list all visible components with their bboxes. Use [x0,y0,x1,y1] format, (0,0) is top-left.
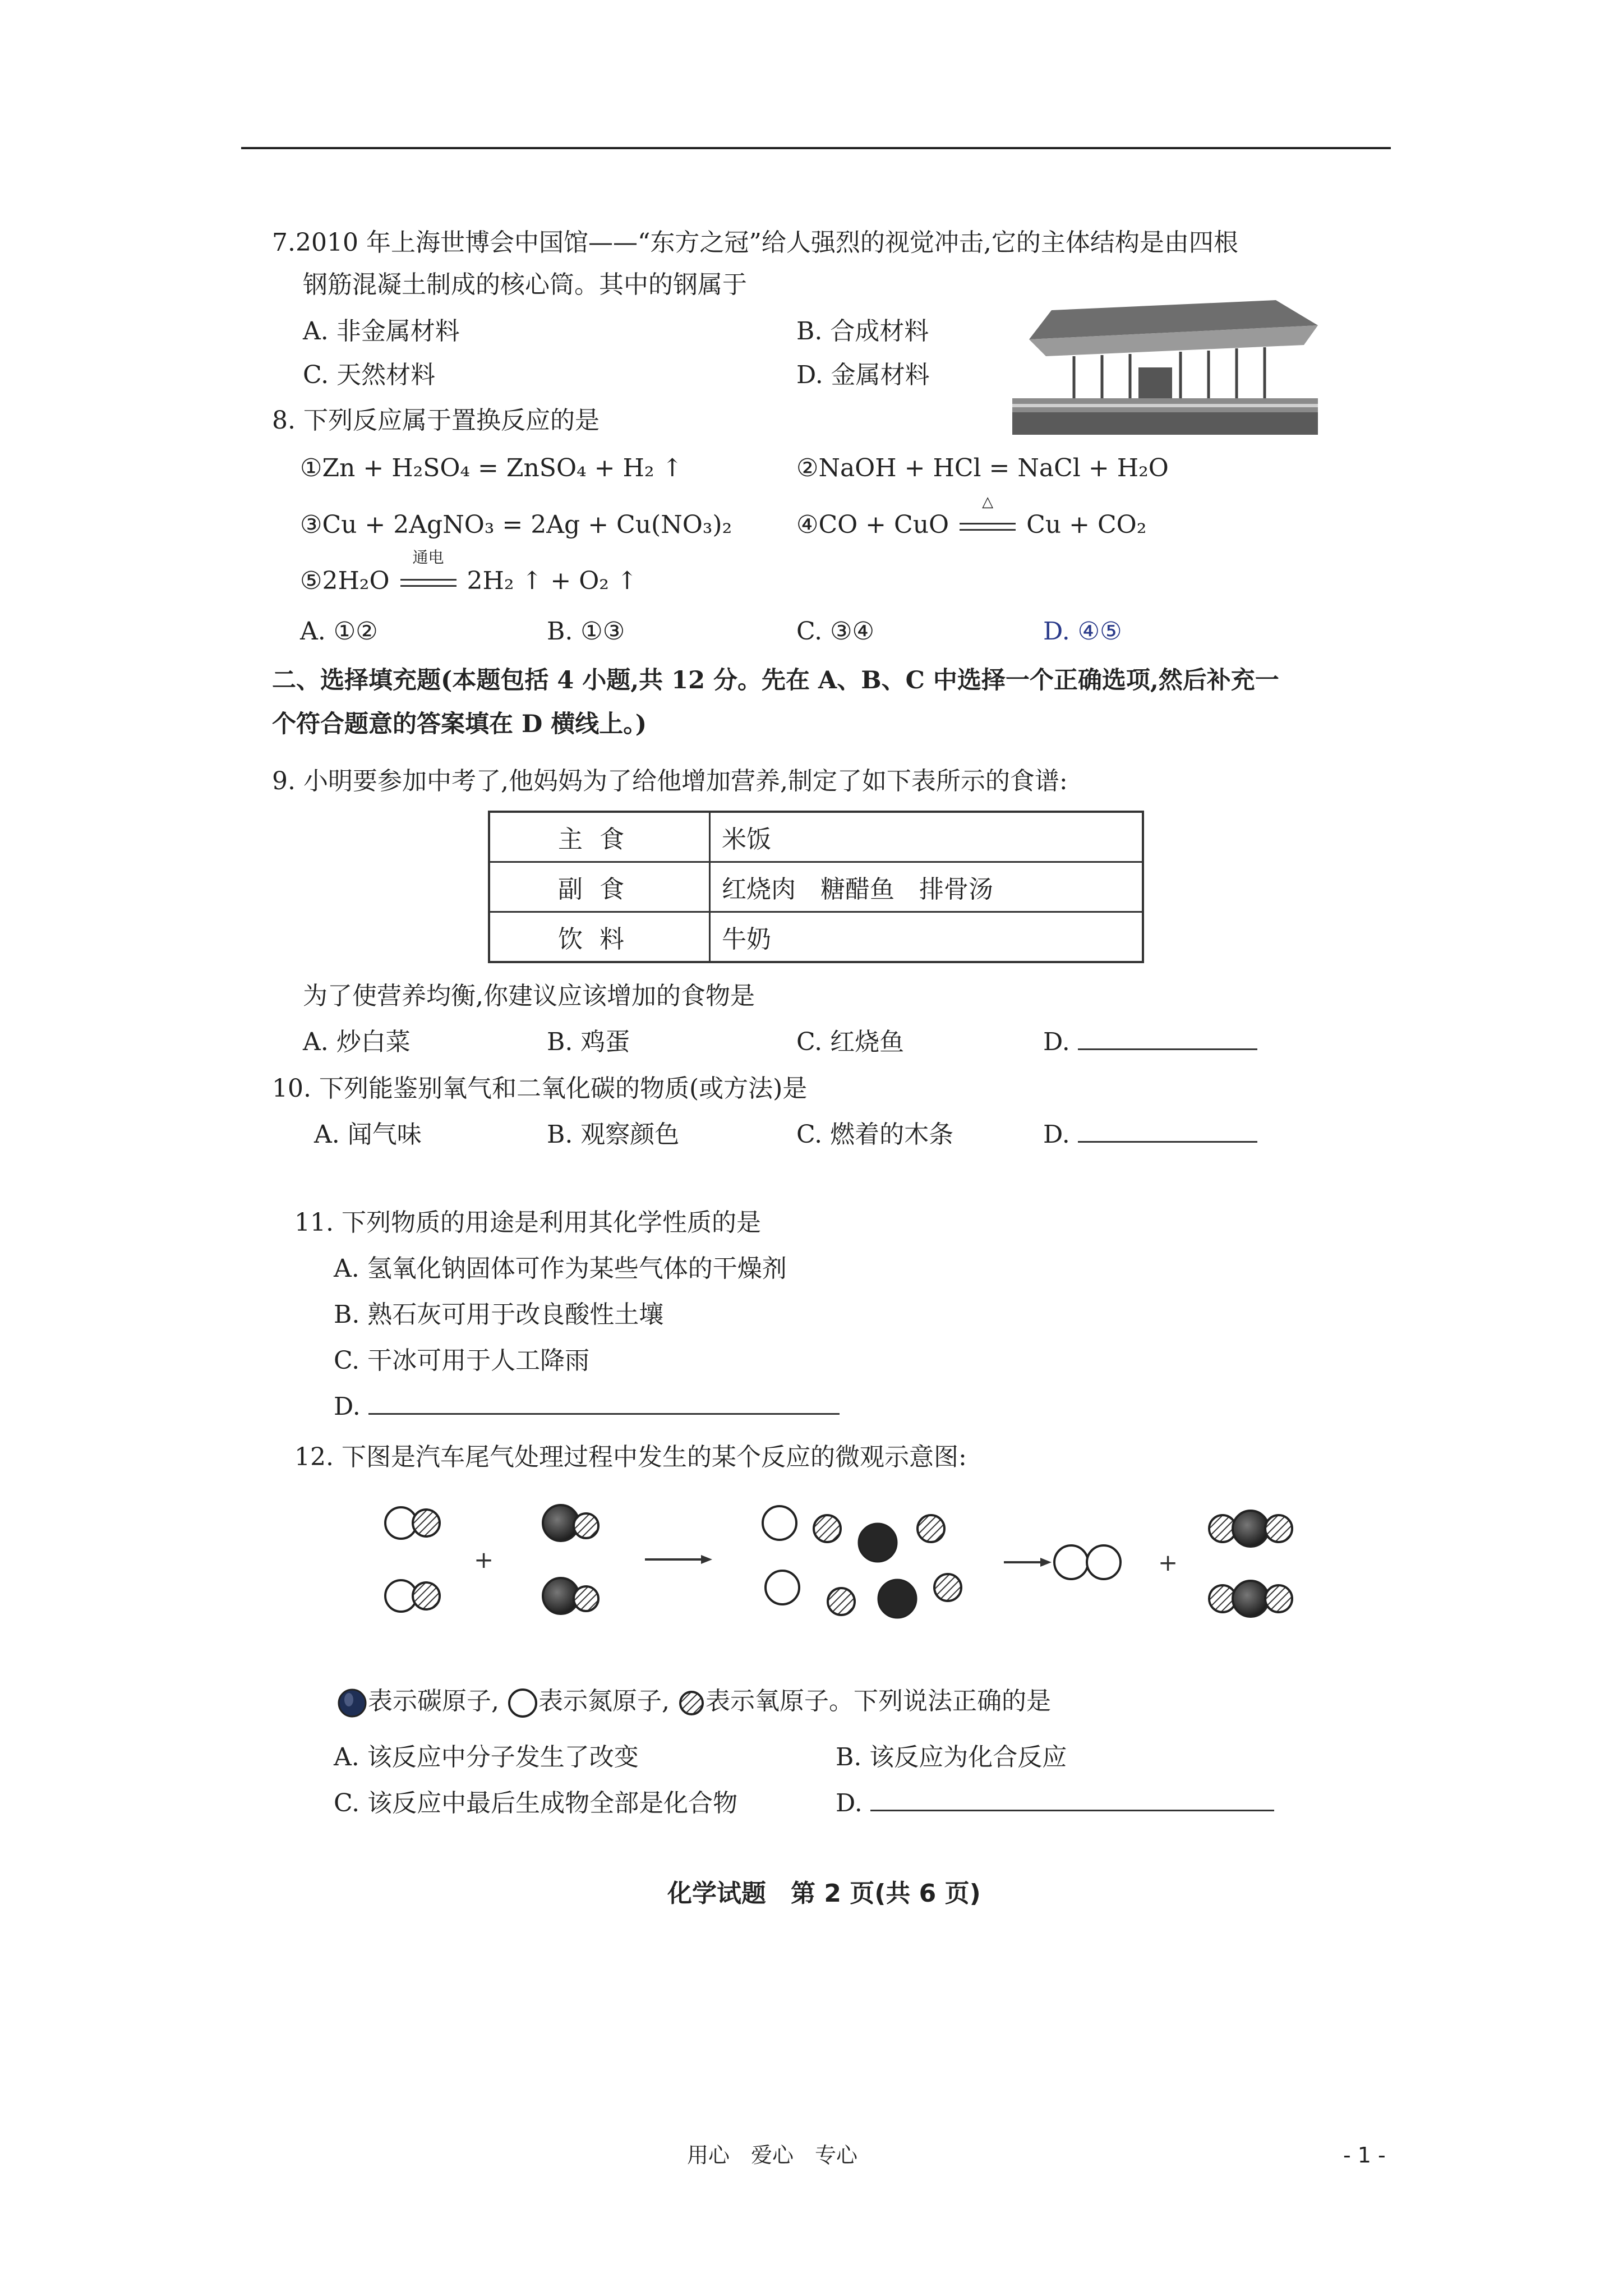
q8-r4-condition-arrow [957,494,1018,541]
exam-page-label: 化学试题 第 2 页(共 6 页) [667,1879,981,1908]
q10-stem: 10. 下列能鉴别氧气和二氧化碳的物质(或方法)是 [272,1074,808,1103]
q9-stem: 9. 小明要参加中考了,他妈妈为了给他增加营养,制定了如下表所示的食谱: [272,767,1068,795]
q8-r5-left: ⑤2H₂O [300,567,390,595]
q11-option-d [334,1391,840,1423]
q8-reaction-5 [300,548,638,597]
q12-option-a: A. 该反应中分子发生了改变 [334,1743,639,1772]
table-cell-value: 米饭 [710,812,1144,862]
q12-stem: 12. 下图是汽车尾气处理过程中发生的某个反应的微观示意图: [294,1443,967,1471]
oxygen-atom [917,1515,944,1542]
q8-option-a: A. ①② [300,617,378,646]
table-cell-key: 主食 [489,812,710,862]
q7-line2: 钢筋混凝土制成的核心筒。其中的钢属于 [303,270,747,299]
q9-follow-up: 为了使营养均衡,你建议应该增加的食物是 [303,982,755,1010]
q11-stem: 11. 下列物质的用途是利用其化学性质的是 [294,1208,761,1237]
n2-molecule [1054,1545,1121,1579]
q11-option-b: B. 熟石灰可用于改良酸性土壤 [334,1300,664,1329]
recipe-table [488,811,1144,963]
q12-option-b: B. 该反应为化合反应 [836,1743,1067,1772]
q10-option-a: A. 闻气味 [314,1120,422,1149]
q8-option-d: D. ④⑤ [1043,617,1122,646]
table-cell-value: 红烧肉 糖醋鱼 排骨汤 [710,862,1144,912]
table-cell-value: 牛奶 [710,912,1144,963]
q12-answer-blank[interactable] [870,1810,1274,1811]
oxygen-atom [934,1574,961,1601]
q10-answer-blank[interactable] [1078,1141,1257,1143]
q9-option-a: A. 炒白菜 [303,1028,411,1056]
nitrogen-atom-icon [507,1687,538,1719]
q8-reaction-1: ①Zn + H₂SO₄ = ZnSO₄ + H₂ ↑ [300,454,683,482]
q7-option-c: C. 天然材料 [303,361,436,389]
legend-nitrogen-text: 表示氮原子, [538,1687,670,1715]
q8-option-b: B. ①③ [547,617,625,646]
micro-reaction-diagram [370,1487,1324,1649]
equals-sign [960,523,1016,531]
q9-option-d [1043,1027,1257,1058]
plus-sign-2: + [1158,1549,1178,1576]
q11-option-d-label: D. [334,1392,361,1421]
q12-option-c: C. 该反应中最后生成物全部是化合物 [334,1789,738,1818]
q12-legend [336,1686,1051,1719]
oxygen-atom [828,1588,855,1615]
table-row [489,912,1143,963]
section2-heading-line1: 二、选择填充题(本题包括 4 小题,共 12 分。先在 A、B、C 中选择一个正确选项,然后补充一 [272,666,1279,694]
table-cell-key: 饮料 [489,912,710,963]
q11-option-c: C. 干冰可用于人工降雨 [334,1346,590,1375]
q9-option-d-label: D. [1043,1028,1070,1056]
q8-r4-right: Cu + CO₂ [1026,510,1147,539]
q11-answer-blank[interactable] [368,1413,840,1415]
electrolysis-label: 通电 [412,548,444,567]
china-pavilion-image [1012,300,1318,435]
q8-r5-condition-arrow [398,548,459,597]
carbon-atom-icon [336,1687,368,1719]
carbon-atom [878,1580,916,1618]
co2-molecule [1209,1511,1292,1547]
q7-line1: 7.2010 年上海世博会中国馆——“东方之冠”给人强烈的视觉冲击,它的主体结构是由四根 [272,228,1238,257]
nitrogen-atom [763,1506,796,1540]
q8-stem: 8. 下列反应属于置换反应的是 [272,406,600,435]
table-row [489,862,1143,912]
header-rule [241,147,1391,149]
q7-option-b: B. 合成材料 [796,317,929,346]
q12-option-d-label: D. [836,1789,863,1818]
heat-symbol: △ [982,494,994,510]
q12-option-d [836,1788,1274,1819]
q10-option-b: B. 观察颜色 [547,1120,680,1149]
q9-option-b: B. 鸡蛋 [547,1028,630,1056]
table-row [489,812,1143,862]
q8-reaction-2: ②NaOH + HCl = NaCl + H₂O [796,454,1169,482]
co-molecule [543,1578,598,1614]
q8-reaction-4 [796,494,1147,541]
q8-reaction-3: ③Cu + 2AgNO₃ = 2Ag + Cu(NO₃)₂ [300,510,732,539]
co2-molecule [1209,1581,1292,1617]
q7-option-d: D. 金属材料 [796,361,930,389]
q8-r5-right: 2H₂ ↑ + O₂ ↑ [467,567,638,595]
q10-option-c: C. 燃着的木条 [796,1120,954,1149]
footer-slogan: 用心 爱心 专心 [687,2143,858,2168]
q11-option-a: A. 氢氧化钠固体可作为某些气体的干燥剂 [334,1254,787,1283]
q8-option-c: C. ③④ [796,617,874,646]
plus-sign-1: + [474,1546,494,1573]
q8-r4-left: ④CO + CuO [796,510,949,539]
legend-carbon-text: 表示碳原子, [368,1687,499,1715]
oxygen-atom [814,1515,841,1542]
no-molecule [385,1507,440,1539]
co-molecule [543,1505,598,1541]
oxygen-atom-icon [677,1689,706,1717]
q7-option-a: A. 非金属材料 [303,317,460,346]
carbon-atom [859,1524,897,1562]
footer-page-number: - 1 - [1343,2143,1386,2168]
nitrogen-atom [766,1571,799,1604]
q10-option-d-label: D. [1043,1120,1070,1149]
q9-option-c: C. 红烧鱼 [796,1028,905,1056]
no-molecule [385,1580,440,1612]
table-cell-key: 副食 [489,862,710,912]
section2-heading-line2: 个符合题意的答案填在 D 横线上。) [272,710,647,738]
q9-answer-blank[interactable] [1078,1048,1257,1050]
reaction-arrow-1 [645,1555,712,1564]
legend-oxygen-text: 表示氧原子。下列说法正确的是 [706,1687,1051,1715]
equals-sign [400,579,457,587]
q10-option-d [1043,1119,1257,1151]
reaction-arrow-2 [1004,1558,1052,1567]
